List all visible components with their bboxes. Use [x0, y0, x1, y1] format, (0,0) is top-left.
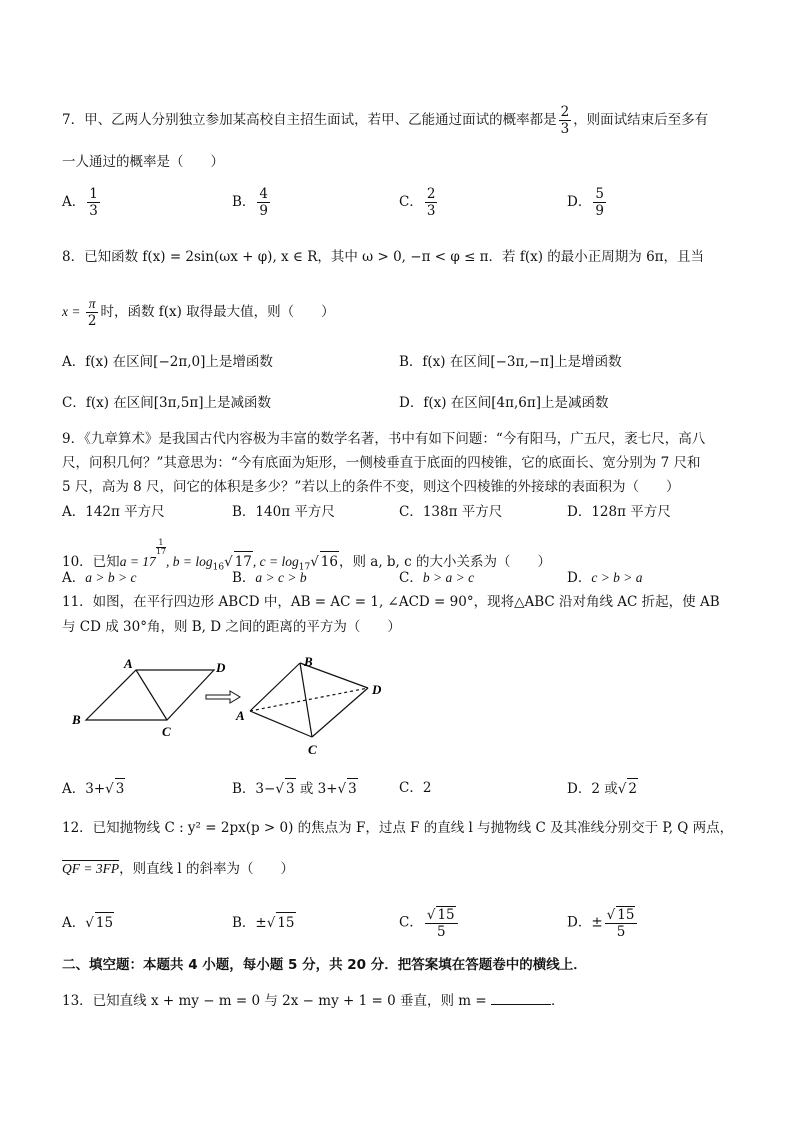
- q12-option-b[interactable]: B．±√ 15: [232, 912, 296, 933]
- q9-line2: 尺，问积几何？”其意思为：“今有底面为矩形，一侧棱垂直于底面的四棱锥，它的底面长、宽分别为 7 尺和: [62, 455, 701, 471]
- label-c-left: C: [162, 724, 171, 739]
- q7-fraction: $\frac{2}{3}$: [560, 104, 570, 137]
- q10-option-d[interactable]: D．c > b > a: [567, 570, 643, 586]
- q11-line2: 与 CD 成 30°角，则 B, D 之间的距离的平方为（ ）: [62, 619, 401, 635]
- q13-answer-blank[interactable]: [491, 990, 551, 1005]
- q9-option-c[interactable]: C．138π 平方尺: [399, 504, 503, 520]
- q11-options: [62, 778, 742, 818]
- q9-option-a[interactable]: A．142π 平方尺: [62, 504, 165, 520]
- q9-option-b[interactable]: B．140π 平方尺: [232, 504, 335, 520]
- q9-option-d[interactable]: D．128π 平方尺: [567, 504, 671, 520]
- section-2-title: 二、填空题：本题共 4 小题，每小题 5 分，共 20 分．把答案填在答题卷中的横线上．: [62, 957, 587, 973]
- label-a-right: A: [236, 708, 245, 723]
- label-b-left: B: [72, 712, 81, 727]
- label-d-right: D: [372, 682, 382, 697]
- q8-option-c[interactable]: C．f(x) 在区间[3π,5π]上是减函数: [62, 395, 272, 411]
- q12-option-a[interactable]: A．√ 15: [62, 912, 114, 933]
- parallelogram-abcd: [86, 670, 214, 720]
- q7-text-b: ，则面试结束后至多有: [573, 112, 709, 128]
- q7-line2: 一人通过的概率是（ ）: [62, 154, 224, 170]
- q11-figure: [62, 650, 422, 765]
- q7-options: [62, 186, 742, 226]
- q8-option-d[interactable]: D．f(x) 在区间[4π,6π]上是减函数: [399, 395, 609, 411]
- label-a-left: A: [124, 656, 133, 671]
- dashed-edge-ad: [250, 688, 368, 711]
- label-b-right: B: [304, 654, 313, 669]
- q7-option-d[interactable]: D． $\frac{5}{9}$: [567, 186, 604, 219]
- q10-option-b[interactable]: B．a > c > b: [232, 570, 307, 586]
- q11-line1: 11．如图，在平行四边形 ABCD 中，AB = AC = 1, ∠ACD = 90°，现将△ABC 沿对角线 AC 折起，使 AB: [62, 594, 720, 610]
- q7-text-a: 7．甲、乙两人分别独立参加某高校自主招生面试，若甲、乙能通过面试的概率都是: [62, 112, 557, 128]
- label-d-left: D: [216, 660, 226, 675]
- q12-line2: QF = 3FP，则直线 l 的斜率为（ ）: [62, 861, 295, 877]
- q10-line: 10．已知a = 17 $^{\frac{1}{17}}$ , $b = \log_{16}√$ 17, $c = \log_{17}√$ 16，则 a, b, c 的大小关系为（ ）: [62, 538, 551, 573]
- q12-options: [62, 906, 742, 946]
- q8-line1: 8．已知函数 f(x) = 2sin(ωx + φ), x ∈ R，其中 ω > 0, −π < φ ≤ π．若 f(x) 的最小正周期为 6π，且当: [62, 249, 705, 265]
- q12-option-d[interactable]: D．± $\frac{√ 15}{5}$: [567, 906, 639, 940]
- q10-option-c[interactable]: C．b > a > c: [399, 570, 475, 586]
- q10-option-a[interactable]: A．a > b > c: [62, 570, 137, 586]
- q7-option-b[interactable]: B． $\frac{4}{9}$: [232, 186, 269, 219]
- label-c-right: C: [308, 742, 317, 757]
- q11-option-a[interactable]: A．3+√ 3: [62, 778, 125, 799]
- q11-option-c[interactable]: C．2: [399, 780, 432, 796]
- q12-option-c[interactable]: C． $\frac{√ 15}{5}$: [399, 906, 460, 940]
- q12-vector-equation: QF = 3FP: [62, 861, 120, 876]
- q7-option-c[interactable]: C． $\frac{2}{3}$: [399, 186, 436, 219]
- diagonal-ac: [136, 670, 167, 720]
- q9-line1: 9．《九章算术》是我国古代内容极为丰富的数学名著，书中有如下问题：“今有阳马，广五尺，袤七尺，高八: [62, 431, 706, 447]
- q12-line1: 12．已知抛物线 C : y² = 2px(p > 0) 的焦点为 F，过点 F 的直线 l 与抛物线 C 及其准线分别交于 P, Q 两点，: [62, 820, 734, 836]
- q7-line1: [62, 104, 708, 137]
- q9-line3: 5 尺，高为 8 尺，问它的体积是多少？”若以上的条件不变，则这个四棱锥的外接球的表面积为（ ）: [62, 479, 680, 495]
- arrow-icon: [206, 691, 240, 703]
- q8-line2: x = $\frac{\pi}{2}$ 时，函数 f(x) 取得最大值，则（ ）: [62, 296, 335, 329]
- q13-line: 13．已知直线 x + my − m = 0 与 2x − my + 1 = 0 垂直，则 m = ．: [62, 990, 564, 1011]
- q10-exponent: 1 17: [155, 538, 166, 556]
- q9-options: [62, 502, 742, 542]
- q11-option-b[interactable]: B．3−√ 3 或 3+√ 3: [232, 778, 358, 799]
- q11-option-d[interactable]: D．2 或√ 2: [567, 778, 638, 799]
- q8-option-b[interactable]: B．f(x) 在区间[−3π,−π]上是增函数: [399, 354, 622, 370]
- q7-option-a[interactable]: A． $\frac{1}{3}$: [62, 186, 98, 219]
- q8-option-a[interactable]: A．f(x) 在区间[−2π,0]上是增函数: [62, 354, 273, 370]
